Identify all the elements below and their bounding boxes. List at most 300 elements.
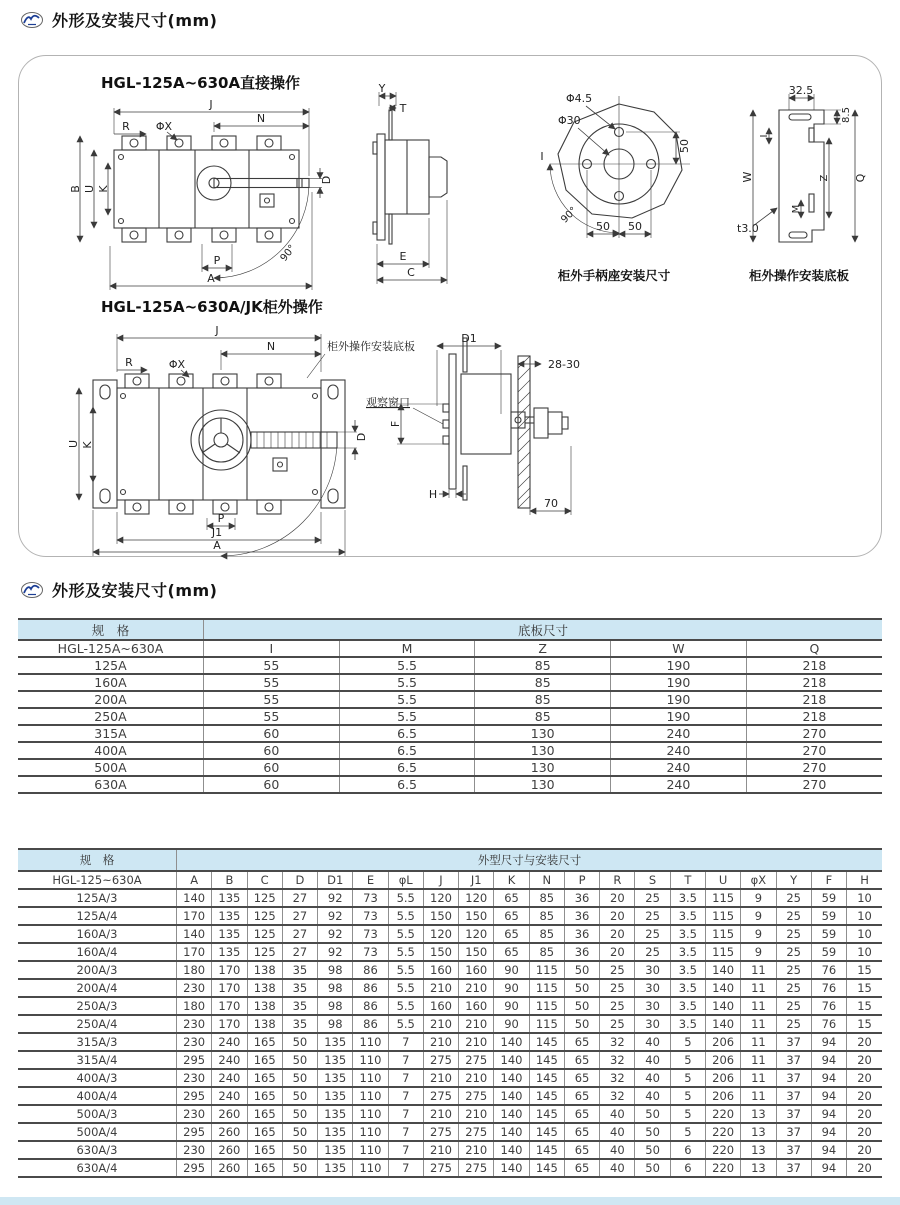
value-cell: 25 [600,961,635,979]
value-cell: 9 [741,889,776,907]
value-cell: 7 [388,1105,423,1123]
value-cell: 50 [564,961,599,979]
dim-label: C [407,266,415,279]
value-cell: 160 [423,997,458,1015]
value-cell: 50 [282,1033,317,1051]
spec-cell: 125A/4 [18,907,177,925]
dim-label: I [759,134,770,138]
value-cell: 50 [564,979,599,997]
table-row [18,742,882,759]
value-cell: 5.5 [388,925,423,943]
value-cell: 125 [247,925,282,943]
value-cell: 145 [529,1051,564,1069]
value-cell: 6.5 [339,725,475,742]
value-cell: 220 [705,1123,740,1141]
dim-label: I [540,150,544,163]
value-cell: 94 [811,1105,846,1123]
dim-label: A [207,272,215,285]
dim-label: 28-30 [548,358,580,371]
value-cell: 145 [529,1105,564,1123]
switch-body-outline [93,374,345,514]
value-cell: 206 [705,1033,740,1051]
column-header: R [600,871,635,889]
row-header: HGL-125A~630A [18,640,204,657]
value-cell: 135 [318,1105,353,1123]
value-cell: 50 [635,1123,670,1141]
value-cell: 50 [282,1141,317,1159]
value-cell: 10 [847,925,882,943]
value-cell: 20 [847,1087,882,1105]
window-callout: 观察窗口 [366,396,410,409]
value-cell: 15 [847,1015,882,1033]
value-cell: 25 [635,907,670,925]
value-cell: 120 [459,925,494,943]
value-cell: 140 [705,979,740,997]
brand-logo-icon [20,11,44,29]
value-cell: 115 [705,925,740,943]
value-cell: 27 [282,907,317,925]
column-header: N [529,871,564,889]
column-header: J1 [459,871,494,889]
dim-label: 50 [628,220,642,233]
value-cell: 145 [529,1069,564,1087]
diagram-base-plate [719,82,879,287]
table-row [18,1015,882,1033]
value-cell: 86 [353,979,388,997]
value-cell: 40 [635,1087,670,1105]
value-cell: 11 [741,1015,776,1033]
value-cell: 92 [318,889,353,907]
column-header: D1 [318,871,353,889]
value-cell: 5 [670,1087,705,1105]
value-cell: 27 [282,925,317,943]
value-cell: 190 [611,674,747,691]
value-cell: 11 [741,1051,776,1069]
column-header: φX [741,871,776,889]
value-cell: 37 [776,1069,811,1087]
value-cell: 120 [423,925,458,943]
value-cell: 115 [705,889,740,907]
dim-label: E [399,250,407,263]
spec-cell: 200A [18,691,204,708]
value-cell: 9 [741,907,776,925]
value-cell: 5.5 [388,907,423,925]
value-cell: 73 [353,925,388,943]
section-title: 外形及安装尺寸(mm) [52,581,218,600]
value-cell: 135 [318,1087,353,1105]
spec-header: 规 格 [18,619,204,640]
value-cell: 230 [177,979,212,997]
value-cell: 98 [318,979,353,997]
value-cell: 218 [746,674,882,691]
value-cell: 6.5 [339,776,475,793]
value-cell: 230 [177,1069,212,1087]
value-cell: 240 [212,1033,247,1051]
value-cell: 7 [388,1051,423,1069]
value-cell: 130 [475,725,611,742]
switch-body-outline [114,136,309,242]
value-cell: 150 [459,943,494,961]
value-cell: 275 [459,1123,494,1141]
value-cell: 37 [776,1033,811,1051]
value-cell: 85 [475,674,611,691]
column-header: T [670,871,705,889]
value-cell: 85 [529,925,564,943]
value-cell: 25 [776,997,811,1015]
value-cell: 6.5 [339,742,475,759]
value-cell: 138 [247,1015,282,1033]
plate-callout: 柜外操作安装底板 [327,340,415,353]
diagram-jk-side [361,316,641,549]
dim-label: F [389,420,402,428]
value-cell: 3.5 [670,943,705,961]
diagram-title-direct: HGL-125A~630A直接操作 [101,74,301,92]
value-cell: 140 [494,1141,529,1159]
value-cell: 98 [318,961,353,979]
value-cell: 210 [459,1033,494,1051]
value-cell: 37 [776,1051,811,1069]
dim-label: 50 [596,220,610,233]
value-cell: 55 [204,708,340,725]
value-cell: 210 [423,1033,458,1051]
value-cell: 5 [670,1123,705,1141]
page-footer-strip [0,1197,900,1205]
value-cell: 90 [494,997,529,1015]
value-cell: 59 [811,907,846,925]
dim-label: ΦX [155,120,173,133]
value-cell: 6 [670,1141,705,1159]
column-header: Q [746,640,882,657]
value-cell: 5.5 [388,979,423,997]
value-cell: 140 [177,925,212,943]
group-header-row [18,619,882,640]
dim-label: 50 [678,139,691,153]
dim-label: Q [854,173,867,183]
value-cell: 32 [600,1087,635,1105]
value-cell: 90 [494,961,529,979]
table-row [18,1105,882,1123]
value-cell: 27 [282,943,317,961]
value-cell: 55 [204,691,340,708]
value-cell: 270 [746,725,882,742]
value-cell: 275 [423,1051,458,1069]
column-header: F [811,871,846,889]
value-cell: 115 [529,997,564,1015]
value-cell: 5.5 [339,708,475,725]
dim-label: U [67,439,80,449]
value-cell: 240 [212,1051,247,1069]
table-row [18,691,882,708]
column-header: A [177,871,212,889]
spec-cell: 400A/4 [18,1087,177,1105]
column-header-row [18,871,882,889]
value-cell: 135 [318,1051,353,1069]
value-cell: 115 [529,979,564,997]
column-header: S [635,871,670,889]
base-plate-outline [779,110,824,242]
diagram-title-jk: HGL-125A~630A/JK柜外操作 [101,298,323,316]
value-cell: 30 [635,1015,670,1033]
value-cell: 110 [353,1033,388,1051]
value-cell: 190 [611,691,747,708]
value-cell: 9 [741,943,776,961]
spec-cell: 500A/3 [18,1105,177,1123]
value-cell: 55 [204,674,340,691]
value-cell: 86 [353,1015,388,1033]
table-row [18,708,882,725]
value-cell: 6 [670,1159,705,1177]
value-cell: 270 [746,776,882,793]
value-cell: 25 [600,997,635,1015]
value-cell: 37 [776,1087,811,1105]
value-cell: 85 [529,907,564,925]
value-cell: 20 [847,1123,882,1141]
value-cell: 50 [282,1069,317,1087]
value-cell: 25 [776,925,811,943]
value-cell: 60 [204,759,340,776]
value-cell: 206 [705,1087,740,1105]
column-header: I [204,640,340,657]
value-cell: 220 [705,1159,740,1177]
value-cell: 76 [811,979,846,997]
dim-label: P [217,512,225,525]
value-cell: 94 [811,1123,846,1141]
spec-cell: 200A/3 [18,961,177,979]
value-cell: 36 [564,925,599,943]
value-cell: 140 [494,1105,529,1123]
value-cell: 85 [475,691,611,708]
value-cell: 65 [564,1105,599,1123]
value-cell: 275 [459,1051,494,1069]
value-cell: 135 [212,943,247,961]
value-cell: 125 [247,889,282,907]
value-cell: 110 [353,1105,388,1123]
value-cell: 110 [353,1069,388,1087]
value-cell: 130 [475,742,611,759]
value-cell: 5.5 [339,691,475,708]
value-cell: 150 [423,943,458,961]
value-cell: 160 [459,961,494,979]
value-cell: 73 [353,907,388,925]
table-row [18,961,882,979]
value-cell: 65 [564,1159,599,1177]
value-cell: 190 [611,708,747,725]
value-cell: 135 [212,925,247,943]
value-cell: 85 [475,657,611,674]
column-header: M [339,640,475,657]
table-row [18,979,882,997]
value-cell: 165 [247,1141,282,1159]
dim-label: H [428,488,438,501]
value-cell: 65 [494,943,529,961]
value-cell: 3.5 [670,907,705,925]
value-cell: 230 [177,1141,212,1159]
value-cell: 73 [353,943,388,961]
value-cell: 275 [423,1159,458,1177]
column-header: U [705,871,740,889]
value-cell: 120 [423,889,458,907]
dim-label: 32.5 [788,84,814,97]
value-cell: 165 [247,1051,282,1069]
value-cell: 98 [318,1015,353,1033]
spec-cell: 125A [18,657,204,674]
dimension-lines [377,82,447,284]
value-cell: 25 [776,907,811,925]
spec-cell: 160A/4 [18,943,177,961]
value-cell: 10 [847,907,882,925]
value-cell: 11 [741,961,776,979]
value-cell: 270 [746,759,882,776]
group-header-row [18,849,882,871]
value-cell: 295 [177,1159,212,1177]
value-cell: 25 [776,889,811,907]
spec-cell: 400A/3 [18,1069,177,1087]
value-cell: 140 [494,1069,529,1087]
table-row [18,907,882,925]
value-cell: 37 [776,1123,811,1141]
value-cell: 25 [600,979,635,997]
value-cell: 135 [318,1123,353,1141]
value-cell: 240 [212,1069,247,1087]
column-header: C [247,871,282,889]
value-cell: 25 [635,925,670,943]
value-cell: 15 [847,997,882,1015]
value-cell: 5 [670,1105,705,1123]
value-cell: 115 [529,1015,564,1033]
value-cell: 5.5 [388,889,423,907]
value-cell: 65 [564,1033,599,1051]
value-cell: 220 [705,1141,740,1159]
value-cell: 7 [388,1123,423,1141]
column-header: E [353,871,388,889]
value-cell: 65 [564,1087,599,1105]
value-cell: 25 [776,961,811,979]
dim-label: P [213,254,221,267]
value-cell: 130 [475,759,611,776]
value-cell: 220 [705,1105,740,1123]
value-cell: 60 [204,725,340,742]
diagram-direct-side [349,82,469,297]
value-cell: 11 [741,1069,776,1087]
value-cell: 210 [423,1069,458,1087]
value-cell: 115 [705,907,740,925]
value-cell: 92 [318,943,353,961]
value-cell: 25 [776,1015,811,1033]
dim-label: D1 [461,332,477,345]
value-cell: 13 [741,1105,776,1123]
value-cell: 20 [847,1159,882,1177]
column-header: K [494,871,529,889]
value-cell: 76 [811,997,846,1015]
value-cell: 76 [811,1015,846,1033]
value-cell: 210 [423,1141,458,1159]
column-header: D [282,871,317,889]
value-cell: 140 [494,1159,529,1177]
value-cell: 50 [282,1051,317,1069]
table-row [18,1123,882,1141]
value-cell: 40 [600,1105,635,1123]
spec-cell: 160A/3 [18,925,177,943]
value-cell: 13 [741,1123,776,1141]
value-cell: 5.5 [388,943,423,961]
value-cell: 7 [388,1087,423,1105]
dim-label: Φ4.5 [566,92,593,105]
value-cell: 40 [635,1069,670,1087]
value-cell: 85 [529,943,564,961]
value-cell: 25 [776,943,811,961]
value-cell: 10 [847,943,882,961]
value-cell: 140 [705,997,740,1015]
value-cell: 145 [529,1087,564,1105]
value-cell: 110 [353,1051,388,1069]
value-cell: 218 [746,708,882,725]
value-cell: 275 [459,1087,494,1105]
dim-label: Y [378,82,386,95]
value-cell: 130 [475,776,611,793]
value-cell: 210 [459,1141,494,1159]
value-cell: 20 [600,943,635,961]
value-cell: 110 [353,1141,388,1159]
spec-cell: 630A/4 [18,1159,177,1177]
value-cell: 180 [177,997,212,1015]
dimension-lines [737,84,867,242]
table-row [18,1051,882,1069]
column-header-row [18,640,882,657]
column-header: H [847,871,882,889]
value-cell: 165 [247,1105,282,1123]
spec-cell: 630A/3 [18,1141,177,1159]
value-cell: 275 [423,1087,458,1105]
value-cell: 160 [459,997,494,1015]
value-cell: 20 [847,1051,882,1069]
value-cell: 94 [811,1033,846,1051]
value-cell: 180 [177,961,212,979]
value-cell: 92 [318,907,353,925]
value-cell: 206 [705,1051,740,1069]
value-cell: 3.5 [670,997,705,1015]
value-cell: 20 [847,1033,882,1051]
value-cell: 13 [741,1141,776,1159]
table-row [18,1159,882,1177]
column-header: Y [776,871,811,889]
value-cell: 36 [564,907,599,925]
value-cell: 20 [600,889,635,907]
value-cell: 270 [746,742,882,759]
value-cell: 5.5 [388,1015,423,1033]
base-plate-dimensions-table [18,618,882,794]
value-cell: 7 [388,1069,423,1087]
dim-label: R [122,120,130,133]
value-cell: 110 [353,1087,388,1105]
value-cell: 40 [600,1159,635,1177]
value-cell: 145 [529,1141,564,1159]
value-cell: 165 [247,1123,282,1141]
value-cell: 36 [564,943,599,961]
value-cell: 30 [635,979,670,997]
value-cell: 295 [177,1051,212,1069]
value-cell: 85 [475,708,611,725]
dim-label: N [256,112,266,125]
value-cell: 50 [564,997,599,1015]
value-cell: 3.5 [670,961,705,979]
value-cell: 260 [212,1141,247,1159]
value-cell: 6.5 [339,759,475,776]
spec-cell: 315A/3 [18,1033,177,1051]
table-row [18,776,882,793]
value-cell: 86 [353,997,388,1015]
table-row [18,889,882,907]
value-cell: 210 [459,1015,494,1033]
